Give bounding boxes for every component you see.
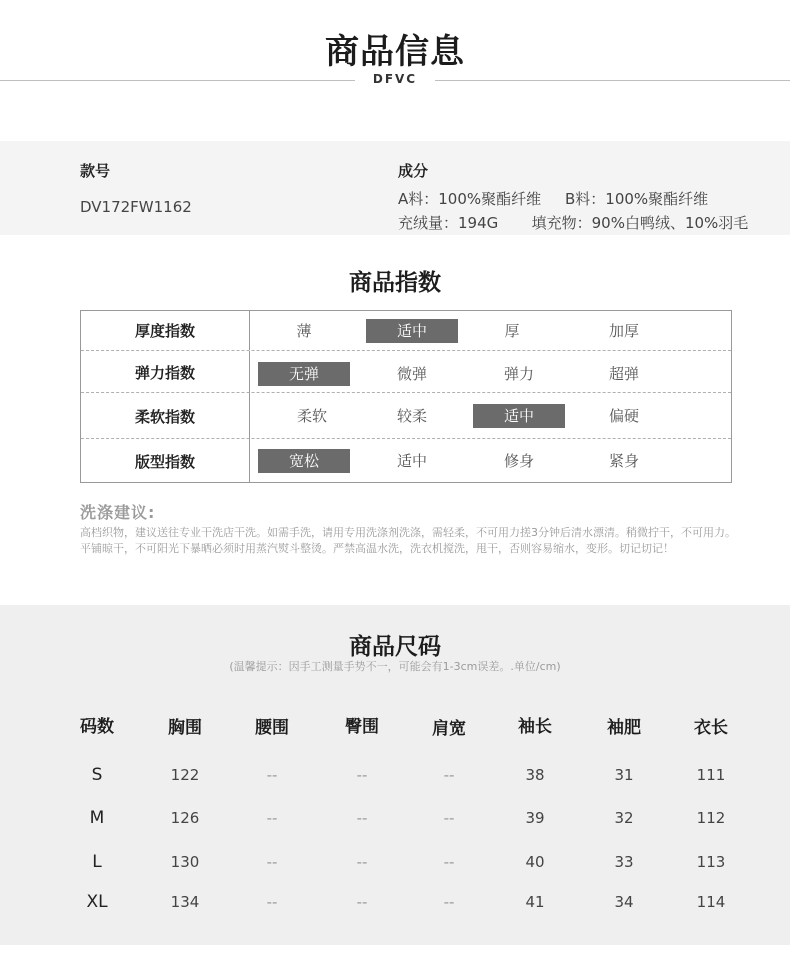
size-value-cell: 38 [525,766,545,784]
index-row-label: 版型指数 [81,439,250,483]
index-option: 厚 [504,322,520,340]
size-column-header: 码数 [80,717,114,737]
size-value-cell: 112 [696,809,726,827]
page-title: 商品信息 [325,32,465,72]
size-column-header: 臀围 [345,717,379,737]
index-option: 较柔 [396,407,427,425]
size-value-cell: 130 [170,853,200,871]
style-number-value: DV172FW1162 [80,198,192,216]
size-value-cell: 113 [696,853,726,871]
size-value-cell: 122 [170,766,200,784]
size-value-cell: 114 [696,893,726,911]
wash-advice-text: 高档织物，建议送往专业干洗店干洗。如需手洗，请用专用洗涤剂洗涤，需轻柔，不可用力搓3分钟后清水漂清。稍微拧干，不可用力。平铺晾干，不可阳光下暴晒必须时用蒸汽熨斗整烫。严禁高温水洗，洗衣机搅洗，甩干，否则容易缩水，变形。切记切记！ [80,526,736,555]
index-section-title: 商品指数 [349,270,441,296]
size-value-cell: 134 [170,893,200,911]
size-label-cell: S [91,765,103,785]
size-value-cell: 39 [525,809,545,827]
size-value-cell: -- [356,853,368,871]
index-option: 适中 [473,404,565,428]
index-row-label: 弹力指数 [81,351,250,393]
index-option: 紧身 [608,452,639,470]
size-value-cell: -- [443,893,455,911]
index-option: 偏硬 [608,407,639,425]
size-value-cell: -- [443,809,455,827]
size-column-header: 袖肥 [607,718,641,738]
size-value-cell: 126 [170,809,200,827]
index-option: 适中 [396,452,427,470]
index-row [81,350,731,393]
brand-label: DFVC [355,72,435,86]
size-value-cell: 31 [614,766,634,784]
composition-label: 成分 [398,162,429,180]
index-option: 弹力 [503,365,534,383]
size-value-cell: -- [356,766,368,784]
index-row [81,392,731,439]
composition-line: A料：100%聚酯纤维 B料：100%聚酯纤维 [398,190,709,208]
index-option: 修身 [503,452,534,470]
index-row-label: 柔软指数 [81,393,250,439]
index-option: 柔软 [296,407,327,425]
size-column-header: 腰围 [255,718,289,738]
index-row-label: 厚度指数 [81,311,250,350]
size-value-cell: 111 [696,766,726,784]
size-section-title: 商品尺码 [349,634,441,660]
index-option: 薄 [296,322,312,340]
index-option: 超弹 [608,365,639,383]
size-label-cell: L [92,852,102,872]
size-label-cell: M [89,808,105,828]
size-value-cell: -- [266,893,278,911]
index-table [80,310,732,483]
size-label-cell: XL [86,892,108,912]
size-value-cell: 41 [525,893,545,911]
size-value-cell: -- [443,853,455,871]
size-column-header: 袖长 [518,717,552,737]
size-value-cell: 40 [525,853,545,871]
wash-advice-title: 洗涤建议: [80,503,156,522]
size-column-header: 胸围 [168,718,202,738]
size-value-cell: -- [356,809,368,827]
composition-line: 充绒量：194G 填充物：90%白鸭绒、10%羽毛 [398,214,749,232]
index-option: 微弹 [396,365,427,383]
size-column-header: 肩宽 [432,719,466,739]
index-row [81,311,731,350]
index-row [81,438,731,483]
style-number-label: 款号 [80,162,111,180]
size-value-cell: 34 [614,893,634,911]
size-column-header: 衣长 [694,718,728,738]
size-value-cell: -- [356,893,368,911]
index-option: 宽松 [258,449,350,473]
size-value-cell: 32 [614,809,634,827]
index-option: 适中 [366,319,458,343]
size-value-cell: -- [443,766,455,784]
size-value-cell: -- [266,766,278,784]
index-option: 无弹 [258,362,350,386]
size-note: (温馨提示：因手工测量手势不一，可能会有1-3cm误差。.单位/cm) [229,660,561,673]
size-value-cell: 33 [614,853,634,871]
index-option: 加厚 [608,322,639,340]
size-value-cell: -- [266,809,278,827]
size-value-cell: -- [266,853,278,871]
